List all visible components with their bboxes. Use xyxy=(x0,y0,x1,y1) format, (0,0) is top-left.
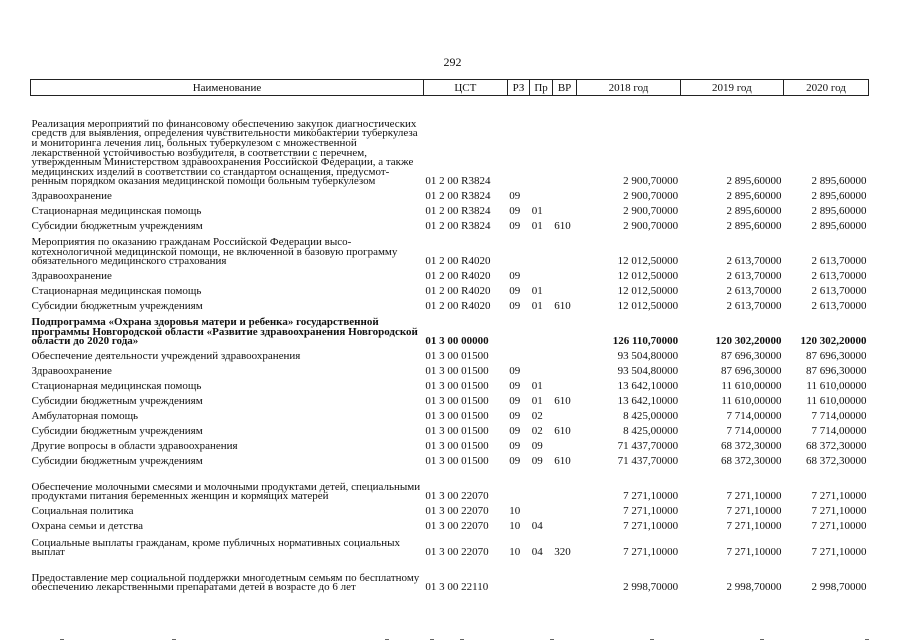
row-2019: 7 271,10000 xyxy=(726,505,782,518)
row-2019: 7 714,00000 xyxy=(726,410,782,423)
row-cst: 01 2 00 R3824 xyxy=(425,220,491,233)
row-2019: 7 271,10000 xyxy=(726,490,782,503)
table-row xyxy=(31,517,869,532)
row-2020: 2 895,60000 xyxy=(811,190,867,203)
row-2020: 2 895,60000 xyxy=(811,205,867,218)
row-pr: 02 xyxy=(531,410,543,423)
row-cst: 01 2 00 R4020 xyxy=(425,270,491,283)
header-pr: Пр xyxy=(530,80,553,96)
header-2020: 2020 год xyxy=(784,80,869,96)
table-row xyxy=(31,232,869,267)
header-name: Наименование xyxy=(31,80,424,96)
row-2018: 8 425,00000 xyxy=(623,425,679,438)
row-vr xyxy=(552,96,577,188)
row-rz xyxy=(507,232,530,267)
row-cst: 01 2 00 R3824 xyxy=(425,205,491,218)
row-cst: 01 3 00 01500 xyxy=(425,350,489,363)
table-row xyxy=(31,407,869,422)
row-name: Амбулаторная помощь xyxy=(31,410,139,423)
row-2018: 71 437,70000 xyxy=(617,440,679,453)
row-name: Стационарная медицинская помощь xyxy=(31,380,202,393)
row-2018: 12 012,50000 xyxy=(617,300,679,313)
row-2018: 7 271,10000 xyxy=(623,520,679,533)
header-vr: ВР xyxy=(552,80,577,96)
row-name: Реализация мероприятий по финансовому обеспечению закупок диагностических средств для выявления, определения чувствительности микобактерии туберкулеза и мониторинга лечения лиц, больных туберкулезом с множественной лекарственной устойчивостью возбудителя, в соответствии с перечнем, утвержденным Министерством здравоохранения Российской Федерации, а также медицинских изделий в соответствии со стандартом оснащения, предусмотренным порядком оказания медицинской помощи больным туберкулезом xyxy=(31,117,418,188)
row-pr: 09 xyxy=(531,440,543,453)
row-cst: 01 3 00 22070 xyxy=(425,490,489,503)
row-2019: 68 372,30000 xyxy=(721,455,782,468)
row-2020: 11 610,00000 xyxy=(806,395,867,408)
table-header xyxy=(31,80,869,96)
row-pr: 01 xyxy=(531,285,543,298)
row-cst: 01 3 00 01500 xyxy=(425,380,489,393)
row-2019: 2 613,70000 xyxy=(726,255,782,268)
header-row xyxy=(31,80,869,96)
row-rz xyxy=(507,558,530,593)
row-pr xyxy=(530,362,553,377)
row-pr: 01 xyxy=(531,220,543,233)
row-cst: 01 3 00 22070 xyxy=(425,546,489,559)
header-2018: 2018 год xyxy=(577,80,680,96)
row-vr xyxy=(552,407,577,422)
row-vr xyxy=(552,517,577,532)
row-pr: 04 xyxy=(531,546,543,559)
row-vr: 610 xyxy=(554,300,571,313)
row-rz xyxy=(507,312,530,347)
row-2018: 12 012,50000 xyxy=(617,255,679,268)
row-cst: 01 3 00 01500 xyxy=(425,425,489,438)
row-2019: 11 610,00000 xyxy=(721,380,782,393)
row-rz: 09 xyxy=(509,205,521,218)
table-row xyxy=(31,347,869,362)
row-pr: 09 xyxy=(531,455,543,468)
row-pr xyxy=(530,558,553,593)
row-2020: 120 302,20000 xyxy=(800,335,867,348)
row-2018: 2 998,70000 xyxy=(623,581,679,594)
row-cst: 01 3 00 22070 xyxy=(425,520,489,533)
row-2019: 68 372,30000 xyxy=(721,440,782,453)
row-name: Субсидии бюджетным учреждениям xyxy=(31,425,203,438)
row-rz: 10 xyxy=(509,520,521,533)
row-2019: 2 613,70000 xyxy=(726,300,782,313)
row-cst: 01 3 00 01500 xyxy=(425,440,489,453)
row-rz: 09 xyxy=(509,395,521,408)
row-2018: 8 425,00000 xyxy=(623,410,679,423)
row-2019: 2 895,60000 xyxy=(726,205,782,218)
row-vr xyxy=(552,377,577,392)
row-2018: 7 271,10000 xyxy=(623,505,679,518)
row-vr xyxy=(552,558,577,593)
table-row xyxy=(31,312,869,347)
row-cst: 01 2 00 R3824 xyxy=(425,190,491,203)
row-2018: 2 900,70000 xyxy=(623,190,679,203)
row-2020: 2 895,60000 xyxy=(811,175,867,188)
row-name: Субсидии бюджетным учреждениям xyxy=(31,300,203,313)
row-rz: 09 xyxy=(509,220,521,233)
table-row xyxy=(31,422,869,437)
row-2020: 87 696,30000 xyxy=(806,365,867,378)
row-vr: 610 xyxy=(554,425,571,438)
table-row xyxy=(31,267,869,282)
row-2018: 2 900,70000 xyxy=(623,175,679,188)
row-2018: 12 012,50000 xyxy=(617,270,679,283)
row-name: Субсидии бюджетным учреждениям xyxy=(31,455,203,468)
row-cst: 01 2 00 R4020 xyxy=(425,285,491,298)
row-2020: 2 613,70000 xyxy=(811,255,867,268)
row-2019: 87 696,30000 xyxy=(721,350,782,363)
row-name: Обеспечение молочными смесями и молочными продуктами детей, специальными продуктами питания беременных женщин и кормящих матерей xyxy=(31,480,421,503)
row-rz xyxy=(507,467,530,502)
row-2020: 7 714,00000 xyxy=(811,425,867,438)
row-pr xyxy=(530,502,553,517)
row-2020: 7 271,10000 xyxy=(811,520,867,533)
row-2018: 7 271,10000 xyxy=(623,490,679,503)
table-row xyxy=(31,452,869,467)
table-row xyxy=(31,558,869,593)
row-name: Здравоохранение xyxy=(31,190,112,203)
row-name: Стационарная медицинская помощь xyxy=(31,285,202,298)
table-row xyxy=(31,532,869,558)
row-rz: 09 xyxy=(509,455,521,468)
row-name: Социальная политика xyxy=(31,505,134,518)
row-cst: 01 3 00 01500 xyxy=(425,455,489,468)
row-2019: 2 895,60000 xyxy=(726,175,782,188)
row-2019: 120 302,20000 xyxy=(715,335,782,348)
table-row xyxy=(31,282,869,297)
row-2018: 2 900,70000 xyxy=(623,220,679,233)
row-cst: 01 3 00 01500 xyxy=(425,410,489,423)
header-rz: РЗ xyxy=(507,80,530,96)
row-2019: 7 271,10000 xyxy=(726,546,782,559)
row-2018: 13 642,10000 xyxy=(617,380,679,393)
row-2020: 7 271,10000 xyxy=(811,490,867,503)
row-2018: 93 504,80000 xyxy=(617,350,679,363)
row-pr xyxy=(530,96,553,188)
table-row xyxy=(31,437,869,452)
row-name: Мероприятия по оказанию гражданам Российской Федерации высокотехнологичной медицинской помощи, не включенной в базовую программу обязательного медицинского страхования xyxy=(31,236,398,268)
row-2018: 71 437,70000 xyxy=(617,455,679,468)
row-2019: 2 895,60000 xyxy=(726,190,782,203)
row-cst: 01 2 00 R4020 xyxy=(425,255,491,268)
row-2019: 7 271,10000 xyxy=(726,520,782,533)
row-rz: 09 xyxy=(509,425,521,438)
row-vr xyxy=(552,467,577,502)
row-vr: 610 xyxy=(554,395,571,408)
row-pr: 01 xyxy=(531,205,543,218)
row-vr: 610 xyxy=(554,455,571,468)
table-row xyxy=(31,297,869,312)
page-number: 292 xyxy=(443,55,462,69)
row-vr: 320 xyxy=(554,546,571,559)
row-2019: 2 613,70000 xyxy=(726,270,782,283)
table-row xyxy=(31,217,869,232)
row-rz: 10 xyxy=(509,505,521,518)
row-name: Субсидии бюджетным учреждениям xyxy=(31,395,203,408)
row-cst: 01 2 00 R4020 xyxy=(425,300,491,313)
row-pr xyxy=(530,347,553,362)
row-2020: 68 372,30000 xyxy=(806,440,867,453)
row-vr xyxy=(552,187,577,202)
row-2019: 11 610,00000 xyxy=(721,395,782,408)
row-cst: 01 2 00 R3824 xyxy=(425,175,491,188)
row-2019: 87 696,30000 xyxy=(721,365,782,378)
row-name: Стационарная медицинская помощь xyxy=(31,205,202,218)
row-rz: 10 xyxy=(509,546,521,559)
table-row xyxy=(31,467,869,502)
row-rz: 09 xyxy=(509,285,521,298)
row-vr xyxy=(552,437,577,452)
row-2020: 7 271,10000 xyxy=(811,505,867,518)
row-2019: 2 895,60000 xyxy=(726,220,782,233)
row-2018: 2 900,70000 xyxy=(623,205,679,218)
row-cst: 01 3 00 22110 xyxy=(425,581,489,594)
row-vr xyxy=(552,202,577,217)
row-name: Субсидии бюджетным учреждениям xyxy=(31,220,203,233)
row-pr: 01 xyxy=(531,300,543,313)
row-rz: 09 xyxy=(509,300,521,313)
table-body xyxy=(31,96,869,594)
row-2018: 93 504,80000 xyxy=(617,365,679,378)
row-2020: 87 696,30000 xyxy=(806,350,867,363)
row-vr: 610 xyxy=(554,220,571,233)
row-pr: 04 xyxy=(531,520,543,533)
row-2020: 2 998,70000 xyxy=(811,581,867,594)
row-rz: 09 xyxy=(509,380,521,393)
row-vr xyxy=(552,502,577,517)
row-pr xyxy=(530,467,553,502)
row-rz xyxy=(507,347,530,362)
row-rz: 09 xyxy=(509,190,521,203)
row-name: Обеспечение деятельности учреждений здравоохранения xyxy=(31,350,301,363)
header-cst: ЦСТ xyxy=(423,80,507,96)
row-name: Предоставление мер социальной поддержки многодетным семьям по бесплатному обеспечению лекарственными препаратами детей в возрасте до 6 лет xyxy=(31,571,420,594)
row-2020: 68 372,30000 xyxy=(806,455,867,468)
row-2020: 2 895,60000 xyxy=(811,220,867,233)
header-2019: 2019 год xyxy=(680,80,783,96)
row-pr: 01 xyxy=(531,395,543,408)
table-row xyxy=(31,96,869,188)
table-row xyxy=(31,362,869,377)
row-2020: 7 714,00000 xyxy=(811,410,867,423)
row-2020: 7 271,10000 xyxy=(811,546,867,559)
row-vr xyxy=(552,362,577,377)
row-pr xyxy=(530,187,553,202)
table-row xyxy=(31,377,869,392)
row-2018: 13 642,10000 xyxy=(617,395,679,408)
row-cst: 01 3 00 00000 xyxy=(425,335,489,348)
row-2020: 2 613,70000 xyxy=(811,270,867,283)
row-name: Социальные выплаты гражданам, кроме публичных нормативных социальных выплат xyxy=(31,536,400,559)
row-vr xyxy=(552,232,577,267)
row-2020: 2 613,70000 xyxy=(811,300,867,313)
row-2018: 126 110,70000 xyxy=(612,335,679,348)
row-rz: 09 xyxy=(509,440,521,453)
table-row xyxy=(31,392,869,407)
budget-table-container xyxy=(30,79,869,593)
row-2018: 7 271,10000 xyxy=(623,546,679,559)
row-rz: 09 xyxy=(509,270,521,283)
row-pr xyxy=(530,267,553,282)
budget-table xyxy=(30,79,869,593)
row-2018: 12 012,50000 xyxy=(617,285,679,298)
row-2019: 7 714,00000 xyxy=(726,425,782,438)
row-cst: 01 3 00 22070 xyxy=(425,505,489,518)
row-vr xyxy=(552,312,577,347)
row-pr: 01 xyxy=(531,380,543,393)
row-name: Здравоохранение xyxy=(31,365,112,378)
row-vr xyxy=(552,347,577,362)
table-row xyxy=(31,187,869,202)
page-bottom-cut xyxy=(30,633,869,640)
row-2020: 2 613,70000 xyxy=(811,285,867,298)
row-name: Здравоохранение xyxy=(31,270,112,283)
row-2020: 11 610,00000 xyxy=(806,380,867,393)
row-vr xyxy=(552,267,577,282)
row-pr: 02 xyxy=(531,425,543,438)
table-row xyxy=(31,202,869,217)
row-pr xyxy=(530,232,553,267)
row-2019: 2 998,70000 xyxy=(726,581,782,594)
row-name: Охрана семьи и детства xyxy=(31,520,144,533)
table-row xyxy=(31,502,869,517)
row-name: Подпрограмма «Охрана здоровья матери и ребенка» государственной программы Новгородской области «Развитие здравоохранения Новгородской области до 2020 года» xyxy=(31,316,418,348)
row-vr xyxy=(552,282,577,297)
row-cst: 01 3 00 01500 xyxy=(425,365,489,378)
row-rz: 09 xyxy=(509,365,521,378)
row-name: Другие вопросы в области здравоохранения xyxy=(31,440,238,453)
row-pr xyxy=(530,312,553,347)
row-rz: 09 xyxy=(509,410,521,423)
row-rz xyxy=(507,96,530,188)
row-2019: 2 613,70000 xyxy=(726,285,782,298)
row-cst: 01 3 00 01500 xyxy=(425,395,489,408)
